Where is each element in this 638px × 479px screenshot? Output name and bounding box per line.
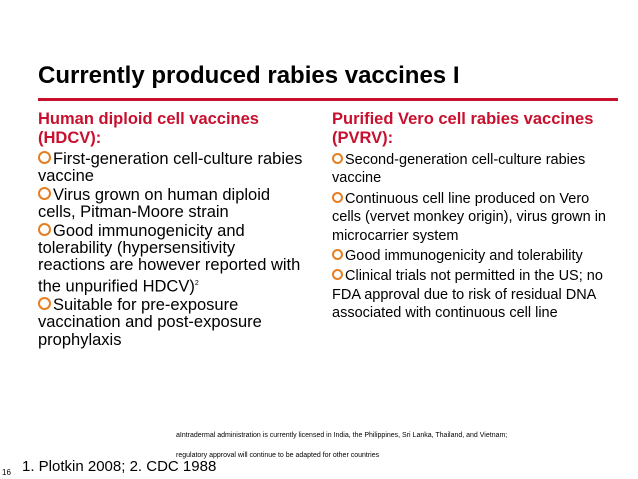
list-item: Second-generation cell-culture rabies vaccine [332, 152, 586, 187]
orange-ring-bullet-icon [38, 151, 51, 164]
orange-ring-bullet-icon [332, 192, 343, 203]
orange-ring-bullet-icon [332, 249, 343, 260]
list-item: Virus grown on human diploid cells, Pitman-Moore strain [38, 185, 271, 222]
list-item: Good immunogenicity and tolerability [332, 247, 608, 265]
list-item: First-generation cell-culture rabies vaccine [38, 150, 303, 186]
list-item: Continuous cell line produced on Vero cells (vervet monkey origin), virus grown in microcarrier system [332, 190, 606, 244]
list-item: Suitable for pre-exposure vaccination and post-exposure prophylaxis [38, 295, 262, 349]
orange-ring-bullet-icon [332, 269, 343, 280]
orange-ring-bullet-icon [332, 153, 343, 164]
list-item: Clinical trials not permitted in the US; no FDA approval due to risk of residual DNA associated with continuous cell line [332, 268, 603, 322]
pvrv-column [332, 110, 608, 325]
orange-ring-bullet-icon [38, 187, 51, 200]
hdcv-heading: Human diploid cell vaccines (HDCV): [38, 110, 259, 147]
title-underline [38, 98, 618, 101]
orange-ring-bullet-icon [38, 297, 51, 310]
list-item: Good immunogenicity and tolerability (hypersensitivity reactions are however reported with the unpurified HDCV)$^2$ [38, 221, 301, 296]
slide-title: Currently produced rabies vaccines I [38, 62, 460, 89]
footnote-line-2: regulatory approval will continue to be adapted for other countries [176, 452, 380, 459]
page-number: 16 [2, 468, 11, 477]
orange-ring-bullet-icon [38, 223, 51, 236]
footnote-line-1: aIntradermal administration is currently licensed in India, the Philippines, Sri Lanka, Thailand, and Vietnam; [176, 432, 508, 439]
pvrv-heading: Purified Vero cell rabies vaccines (PVRV): [332, 110, 594, 147]
references: 1. Plotkin 2008; 2. CDC 1988 [22, 458, 217, 475]
footnote-marker: 2 [194, 279, 199, 287]
hdcv-column [38, 110, 306, 350]
